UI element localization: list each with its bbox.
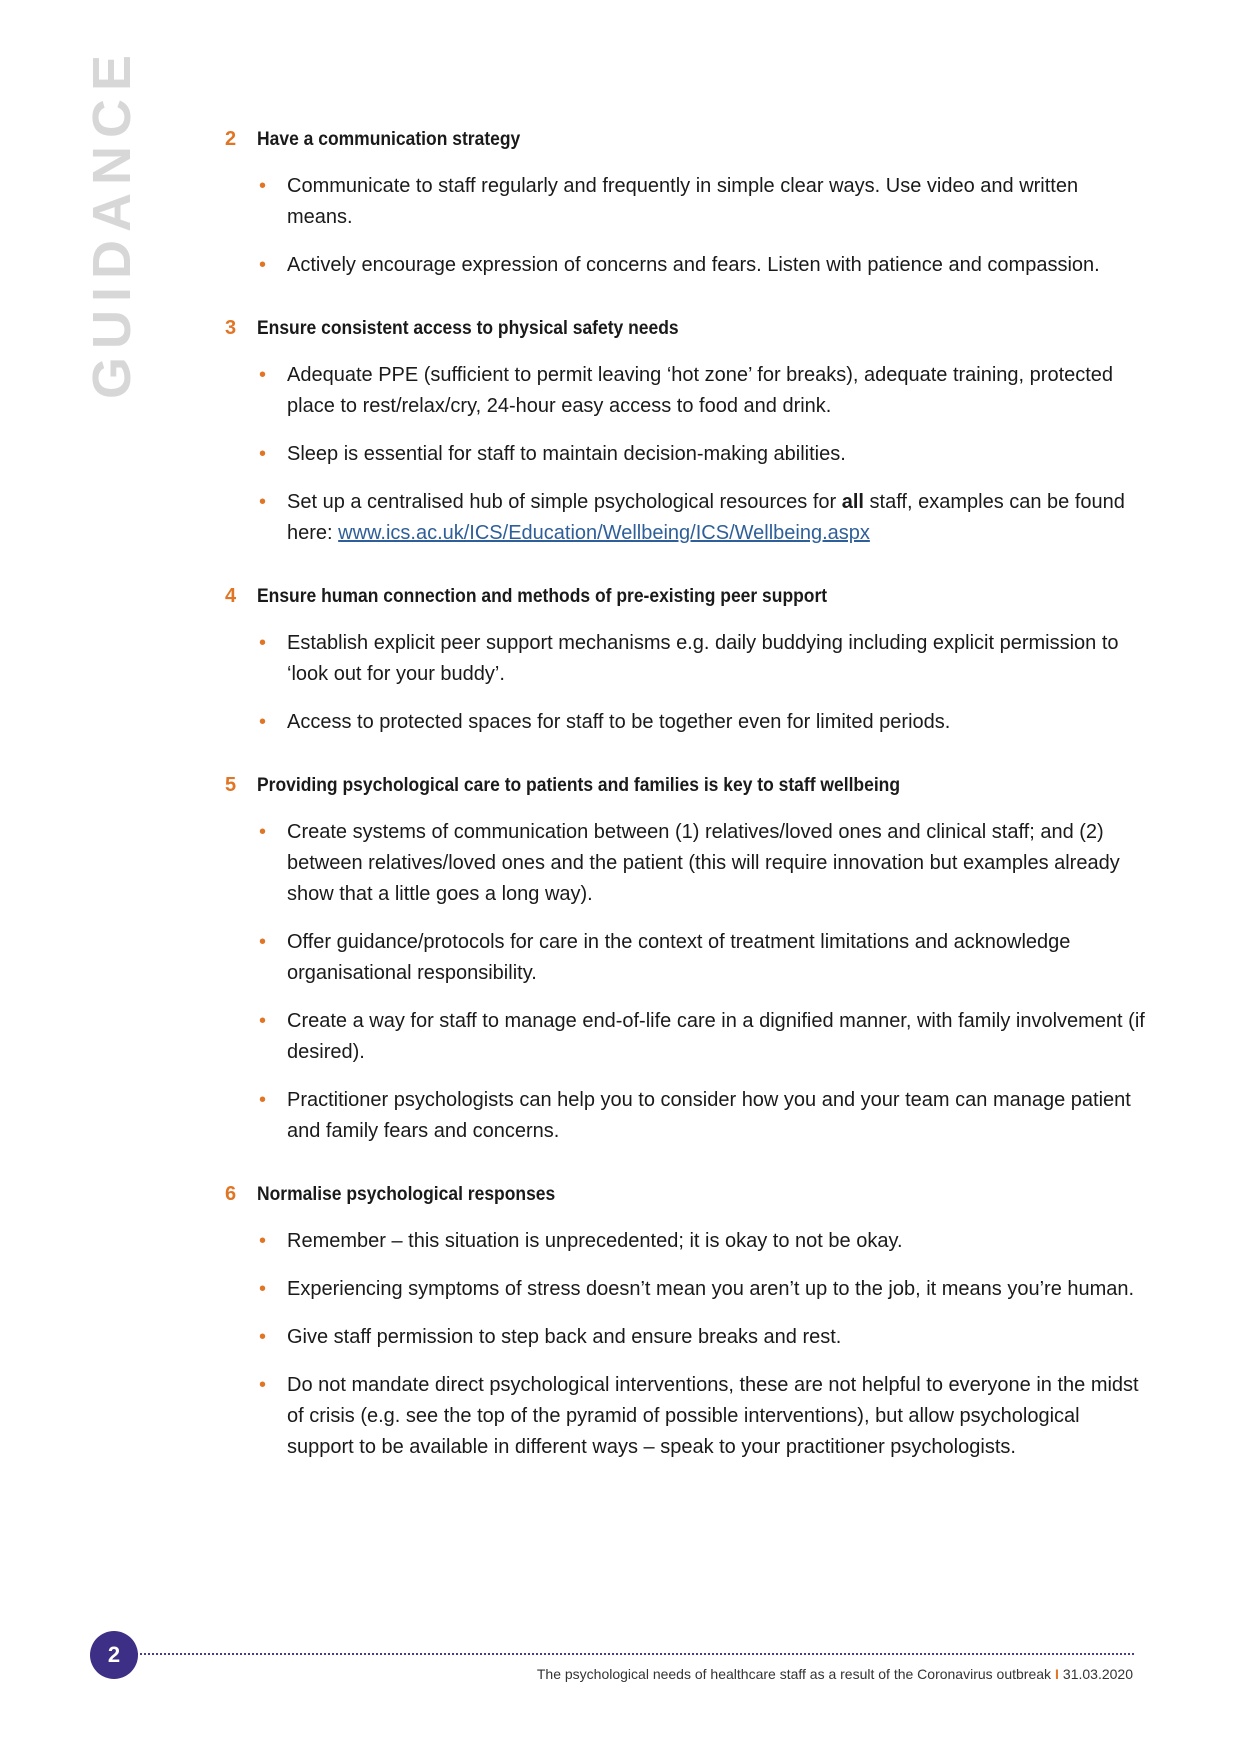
list-item — [259, 628, 1145, 690]
bullet-icon: • — [259, 632, 267, 654]
section-heading — [225, 1183, 1145, 1206]
bullet-list — [225, 628, 1145, 738]
list-item-text: Practitioner psychologists can help you to consider how you and your team can manage patient and family fears and concerns. — [287, 1089, 1131, 1142]
list-item — [259, 171, 1145, 233]
list-item-text: Give staff permission to step back and ensure breaks and rest. — [287, 1326, 842, 1348]
list-item — [259, 1006, 1145, 1068]
bullet-icon: • — [259, 491, 267, 513]
bullet-icon: • — [259, 1089, 267, 1111]
section-title: Providing psychological care to patients and families is key to staff wellbeing — [257, 775, 901, 796]
list-item-text: Do not mandate direct psychological interventions, these are not helpful to everyone in the midst of crisis (e.g. see the top of the pyramid of possible interventions), but allow psychological support to be available in different ways – speak to your practitioner psychologists. — [287, 1374, 1139, 1458]
section-title: Have a communication strategy — [257, 129, 521, 150]
section-peer-support — [225, 585, 1145, 738]
section-number: 6 — [225, 1183, 237, 1205]
bullet-icon: • — [259, 1374, 267, 1396]
bullet-list — [225, 360, 1145, 549]
side-section-label — [82, 46, 142, 400]
emphasis-text: all — [841, 491, 864, 513]
list-item-text: Offer guidance/protocols for care in the context of treatment limitations and acknowledge organisational responsibility. — [287, 931, 1071, 984]
bullet-icon: • — [259, 443, 267, 465]
section-title: Normalise psychological responses — [257, 1184, 556, 1205]
list-item — [259, 487, 1145, 549]
section-physical-safety — [225, 317, 1145, 549]
bullet-list — [225, 171, 1145, 281]
bullet-icon: • — [259, 364, 267, 386]
section-number: 3 — [225, 317, 237, 339]
footer-date: 31.03.2020 — [1062, 1666, 1133, 1682]
side-label-text: GUIDANCE — [82, 46, 142, 400]
section-communication-strategy — [225, 128, 1145, 281]
list-item-text: Create a way for staff to manage end-of-life care in a dignified manner, with family involvement (if desired). — [287, 1010, 1145, 1063]
section-heading — [225, 774, 1145, 797]
section-number: 2 — [225, 128, 237, 150]
section-psychological-care — [225, 774, 1145, 1147]
list-item-text: Communicate to staff regularly and frequently in simple clear ways. Use video and written means. — [287, 175, 1079, 228]
section-number: 4 — [225, 585, 237, 607]
wellbeing-resources-link[interactable]: www.ics.ac.uk/ICS/Education/Wellbeing/ICS/Wellbeing.aspx — [338, 522, 870, 544]
bullet-icon: • — [259, 254, 267, 276]
list-item — [259, 250, 1145, 281]
list-item — [259, 360, 1145, 422]
footer-divider — [136, 1653, 1134, 1655]
footer-caption — [537, 1666, 1133, 1682]
list-item — [259, 1226, 1145, 1257]
section-heading — [225, 317, 1145, 340]
page-number-badge — [90, 1631, 138, 1679]
list-item-text-end: staff, examples can be found here: — [287, 491, 1125, 544]
section-heading — [225, 128, 1145, 151]
bullet-icon: • — [259, 711, 267, 733]
footer-separator: I — [1055, 1666, 1059, 1682]
list-item — [259, 439, 1145, 470]
list-item-text: Experiencing symptoms of stress doesn’t mean you aren’t up to the job, it means you’re human. — [287, 1278, 1135, 1300]
list-item — [259, 1085, 1145, 1147]
bullet-icon: • — [259, 1326, 267, 1348]
bullet-list — [225, 1226, 1145, 1463]
list-item — [259, 707, 1145, 738]
section-heading — [225, 585, 1145, 608]
section-title: Ensure consistent access to physical safety needs — [257, 318, 679, 339]
list-item-text: Remember – this situation is unprecedented; it is okay to not be okay. — [287, 1230, 903, 1252]
list-item-text-start: Set up a centralised hub of simple psychological resources for — [287, 491, 842, 513]
bullet-icon: • — [259, 175, 267, 197]
bullet-list — [225, 817, 1145, 1147]
list-item — [259, 1370, 1145, 1463]
bullet-icon: • — [259, 1010, 267, 1032]
bullet-icon: • — [259, 1278, 267, 1300]
list-item — [259, 927, 1145, 989]
footer-title: The psychological needs of healthcare staff as a result of the Coronavirus outbreak — [536, 1666, 1052, 1682]
bullet-icon: • — [259, 821, 267, 843]
list-item-text: Create systems of communication between (1) relatives/loved ones and clinical staff; and (2) between relatives/loved ones and the patient (this will require innovation but examples already show that a little goes a long way). — [287, 821, 1120, 905]
page-number: 2 — [107, 1642, 121, 1667]
bullet-icon: • — [259, 931, 267, 953]
section-number: 5 — [225, 774, 237, 796]
list-item — [259, 817, 1145, 910]
list-item — [259, 1274, 1145, 1305]
section-normalise-responses — [225, 1183, 1145, 1463]
list-item-text: Adequate PPE (sufficient to permit leaving ‘hot zone’ for breaks), adequate training, protected place to rest/relax/cry, 24-hour easy access to food and drink. — [287, 364, 1114, 417]
list-item-text: Sleep is essential for staff to maintain decision-making abilities. — [287, 443, 846, 465]
list-item-text: Establish explicit peer support mechanisms e.g. daily buddying including explicit permission to ‘look out for your buddy’. — [287, 632, 1119, 685]
list-item-text: Access to protected spaces for staff to be together even for limited periods. — [287, 711, 951, 733]
list-item-text: Actively encourage expression of concerns and fears. Listen with patience and compassion. — [287, 254, 1100, 276]
section-title: Ensure human connection and methods of pre-existing peer support — [257, 586, 828, 607]
guidance-content — [225, 128, 1145, 1499]
list-item — [259, 1322, 1145, 1353]
bullet-icon: • — [259, 1230, 267, 1252]
